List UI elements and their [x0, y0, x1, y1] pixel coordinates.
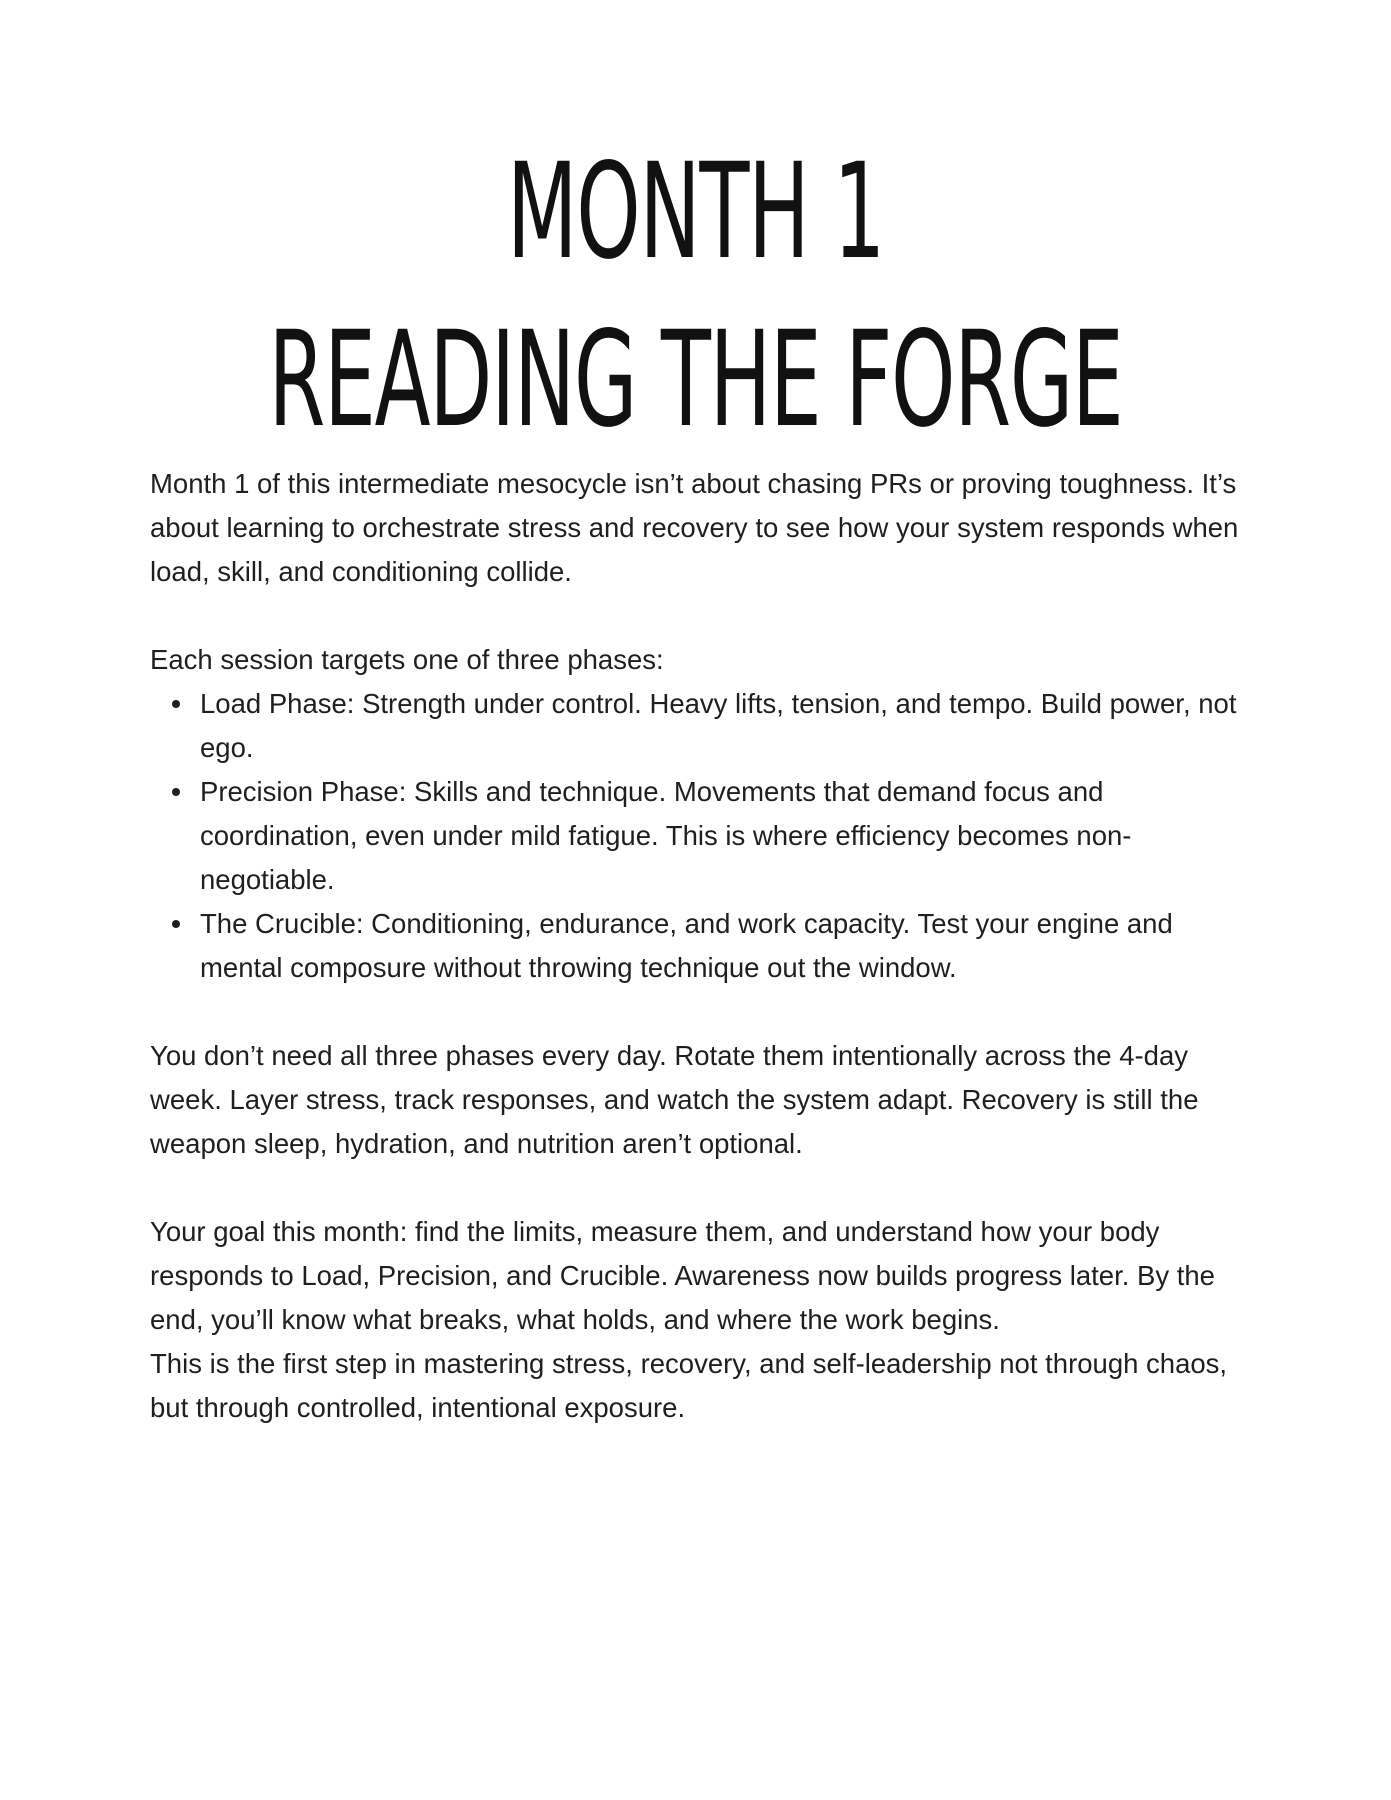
bullet-icon	[172, 920, 180, 928]
page-title	[0, 128, 1391, 464]
phase-item-precision	[150, 770, 1260, 902]
phase-item-crucible	[150, 902, 1260, 990]
phase-item-text: The Crucible: Conditioning, endurance, and work capacity. Test your engine and mental composure without throwing technique out the window.	[200, 908, 1173, 983]
goal-paragraph: Your goal this month: find the limits, measure them, and understand how your body responds to Load, Precision, and Crucible. Awareness now builds progress later. By the end, you’ll know what breaks, what holds, and where the work begins.	[150, 1216, 1215, 1335]
intro-paragraph: Month 1 of this intermediate mesocycle isn’t about chasing PRs or proving toughness. It’s about learning to orchestrate stress and recovery to see how your system responds when load, skill, and conditioning collide.	[150, 468, 1239, 587]
phase-item-text: Load Phase: Strength under control. Heavy lifts, tension, and tempo. Build power, not ego.	[200, 688, 1237, 763]
paragraph-spacer	[150, 990, 1260, 1034]
phases-intro-paragraph: Each session targets one of three phases:	[150, 644, 664, 675]
title-heading: READING THE FORGE	[268, 303, 1123, 457]
phase-list	[150, 682, 1260, 990]
body-text	[150, 462, 1260, 1430]
bullet-icon	[172, 788, 180, 796]
phase-item-load	[150, 682, 1260, 770]
paragraph-spacer	[150, 1166, 1260, 1210]
closing-paragraph: This is the first step in mastering stress, recovery, and self-leadership not through chaos, but through controlled, intentional exposure.	[150, 1348, 1228, 1423]
phase-item-text: Precision Phase: Skills and technique. Movements that demand focus and coordination, even under mild fatigue. This is where efficiency becomes non-negotiable.	[200, 776, 1132, 895]
rotation-paragraph: You don’t need all three phases every day. Rotate them intentionally across the 4-day week. Layer stress, track responses, and watch the system adapt. Recovery is still the weapon sleep, hydration, and nutrition aren’t optional.	[150, 1040, 1199, 1159]
title-month: MONTH 1	[506, 135, 885, 289]
paragraph-spacer	[150, 594, 1260, 638]
bullet-icon	[172, 700, 180, 708]
